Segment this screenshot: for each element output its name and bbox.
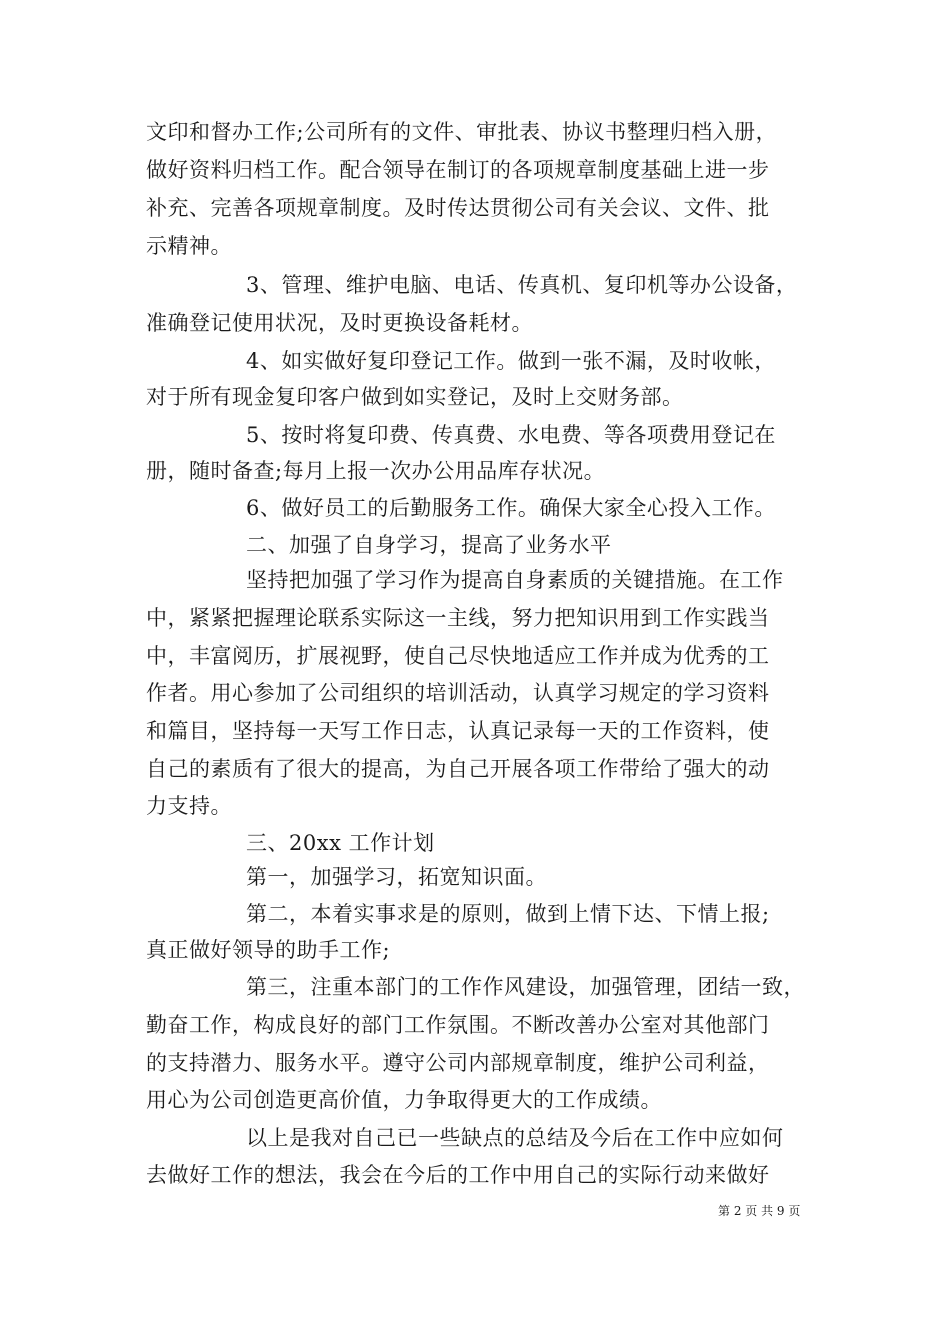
text-line: 示精神。 xyxy=(146,234,232,258)
text-line: 做好资料归档工作。配合领导在制订的各项规章制度基础上进一步 xyxy=(146,158,770,182)
text-line: 第三，注重本部门的工作作风建设，加强管理，团结一致， xyxy=(246,975,805,999)
text-line: 第二，本着实事求是的原则，做到上情下达、下情上报; xyxy=(246,902,770,926)
text-line: 以上是我对自己已一些缺点的总结及今后在工作中应如何 xyxy=(246,1126,784,1150)
text-line: 坚持把加强了学习作为提高自身素质的关键措施。在工作 xyxy=(246,568,784,592)
text-line: 中，丰富阅历，扩展视野，使自己尽快地适应工作并成为优秀的工 xyxy=(146,644,770,668)
section-heading: 三、20xx 工作计划 xyxy=(246,831,435,855)
text-line: 勤奋工作，构成良好的部门工作氛围。不断改善办公室对其他部门 xyxy=(146,1013,770,1037)
text-line: 第一，加强学习，拓宽知识面。 xyxy=(246,865,547,889)
text-line: 中，紧紧把握理论联系实际这一主线，努力把知识用到工作实践当 xyxy=(146,606,770,630)
text-line: 文印和督办工作;公司所有的文件、审批表、协议书整理归档入册， xyxy=(146,120,778,144)
text-line: 力支持。 xyxy=(146,794,232,818)
text-line: 的支持潜力、服务水平。遵守公司内部规章制度，维护公司利益， xyxy=(146,1051,770,1075)
text-line: 真正做好领导的助手工作; xyxy=(146,938,391,962)
text-line: 4、如实做好复印登记工作。做到一张不漏，及时收帐， xyxy=(246,349,776,373)
text-line: 5、按时将复印费、传真费、水电费、等各项费用登记在 xyxy=(246,423,776,447)
text-line: 补充、完善各项规章制度。及时传达贯彻公司有关会议、文件、批 xyxy=(146,196,770,220)
text-line: 去做好工作的想法，我会在今后的工作中用自己的实际行动来做好 xyxy=(146,1163,770,1187)
text-line: 和篇目，坚持每一天写工作日志，认真记录每一天的工作资料，使 xyxy=(146,719,770,743)
text-line: 作者。用心参加了公司组织的培训活动，认真学习规定的学习资料 xyxy=(146,681,770,705)
section-heading: 二、加强了自身学习，提高了业务水平 xyxy=(246,533,612,557)
text-line: 对于所有现金复印客户做到如实登记，及时上交财务部。 xyxy=(146,385,684,409)
text-line: 用心为公司创造更高价值，力争取得更大的工作成绩。 xyxy=(146,1088,662,1112)
text-line: 准确登记使用状况，及时更换设备耗材。 xyxy=(146,311,533,335)
text-line: 3、管理、维护电脑、电话、传真机、复印机等办公设备， xyxy=(246,273,798,297)
text-line: 自己的素质有了很大的提高，为自己开展各项工作带给了强大的动 xyxy=(146,757,770,781)
page-number: 第 2 页 共 9 页 xyxy=(718,1204,801,1218)
text-line: 6、做好员工的后勤服务工作。确保大家全心投入工作。 xyxy=(246,496,776,520)
text-line: 册，随时备查;每月上报一次办公用品库存状况。 xyxy=(146,459,606,483)
